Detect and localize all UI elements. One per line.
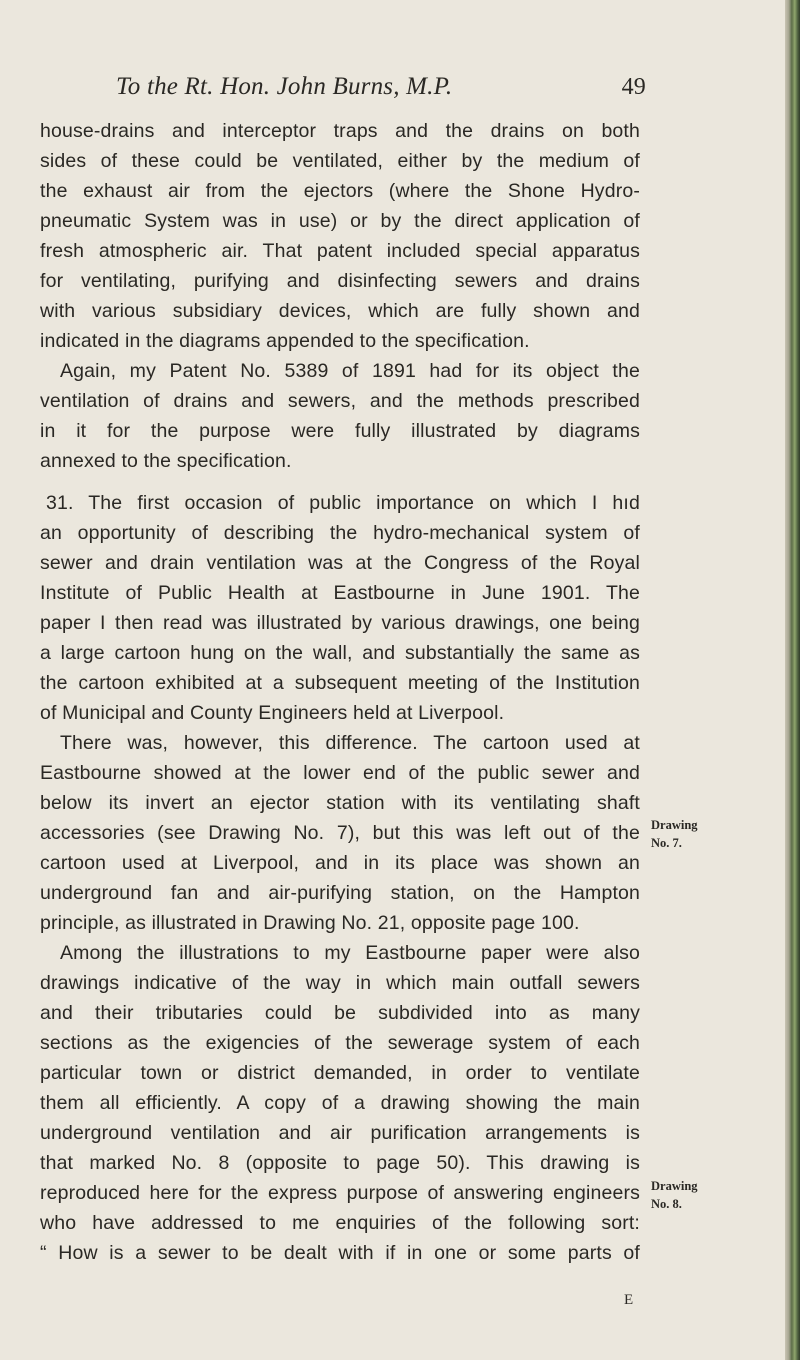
text-line: There was, however, this difference. The cartoon used at xyxy=(60,732,640,754)
text-line: Among the illustrations to my Eastbourne paper were also xyxy=(60,942,640,964)
paragraph-4 xyxy=(40,728,640,938)
text-line: indicated in the diagrams appended to the specification. xyxy=(40,330,530,352)
paragraph-31 xyxy=(40,488,640,728)
text-line: who have addressed to me enquiries of the following sort: xyxy=(40,1212,640,1234)
text-line: and their tributaries could be subdivided into as many xyxy=(40,1002,640,1024)
running-title: To the Rt. Hon. John Burns, M.P. xyxy=(116,73,453,100)
text-line: below its invert an ejector station with its ventilating shaft xyxy=(40,792,640,814)
margin-note-label: Drawing xyxy=(651,1179,698,1193)
text-line: underground fan and air-purifying station, on the Hampton xyxy=(40,882,640,904)
text-line: annexed to the specification. xyxy=(40,450,292,472)
text-line: reproduced here for the express purpose of answering engineers xyxy=(40,1182,640,1204)
text-line: fresh atmospheric air. That patent included special apparatus xyxy=(40,240,640,262)
text-line: sewer and drain ventilation was at the Congress of the Royal xyxy=(40,552,640,574)
text-line: house-drains and interceptor traps and the drains on both xyxy=(40,120,640,142)
margin-note-label: Drawing xyxy=(651,818,698,832)
text-line: “ How is a sewer to be dealt with if in one or some parts of xyxy=(40,1242,640,1264)
text-line: Eastbourne showed at the lower end of the public sewer and xyxy=(40,762,640,784)
text-line: particular town or district demanded, in order to ventilate xyxy=(40,1062,640,1084)
text-line: principle, as illustrated in Drawing No. 21, opposite page 100. xyxy=(40,912,580,934)
text-line: 31. The first occasion of public importance on which I hıd xyxy=(46,492,640,514)
text-line: Again, my Patent No. 5389 of 1891 had for its object the xyxy=(60,360,640,382)
text-line: in it for the purpose were fully illustrated by diagrams xyxy=(40,420,640,442)
text-line: for ventilating, purifying and disinfecting sewers and drains xyxy=(40,270,640,292)
text-line: cartoon used at Liverpool, and in its place was shown an xyxy=(40,852,640,874)
text-line: underground ventilation and air purification arrangements is xyxy=(40,1122,640,1144)
text-line: accessories (see Drawing No. 7), but this was left out of the xyxy=(40,822,640,844)
page-header xyxy=(116,73,646,101)
margin-note-number: No. 8. xyxy=(651,1197,682,1211)
text-line: drawings indicative of the way in which main outfall sewers xyxy=(40,972,640,994)
margin-note-drawing-7 xyxy=(651,816,698,852)
text-line: that marked No. 8 (opposite to page 50). This drawing is xyxy=(40,1152,640,1174)
text-line: of Municipal and County Engineers held at Liverpool. xyxy=(40,702,505,724)
text-line: an opportunity of describing the hydro-mechanical system of xyxy=(40,522,640,544)
text-line: sides of these could be ventilated, either by the medium of xyxy=(40,150,640,172)
text-line: the exhaust air from the ejectors (where the Shone Hydro- xyxy=(40,180,640,202)
margin-note-drawing-8 xyxy=(651,1177,698,1213)
page-edge-binding xyxy=(785,0,800,1360)
page-number: 49 xyxy=(621,74,646,100)
paragraph-1 xyxy=(40,116,640,356)
text-line: them all efficiently. A copy of a drawing showing the main xyxy=(40,1092,640,1114)
text-line: ventilation of drains and sewers, and the methods prescribed xyxy=(40,390,640,412)
paragraph-5 xyxy=(40,938,640,1268)
text-line: the cartoon exhibited at a subsequent meeting of the Institution xyxy=(40,672,640,694)
text-line: sections as the exigencies of the sewerage system of each xyxy=(40,1032,640,1054)
text-line: Institute of Public Health at Eastbourne in June 1901. The xyxy=(40,582,640,604)
text-line: paper I then read was illustrated by various drawings, one being xyxy=(40,612,640,634)
text-line: a large cartoon hung on the wall, and substantially the same as xyxy=(40,642,640,664)
text-line: with various subsidiary devices, which are fully shown and xyxy=(40,300,640,322)
text-line: pneumatic System was in use) or by the direct application of xyxy=(40,210,640,232)
margin-note-number: No. 7. xyxy=(651,836,682,850)
signature-mark: E xyxy=(624,1292,634,1308)
paragraph-2 xyxy=(40,356,640,476)
